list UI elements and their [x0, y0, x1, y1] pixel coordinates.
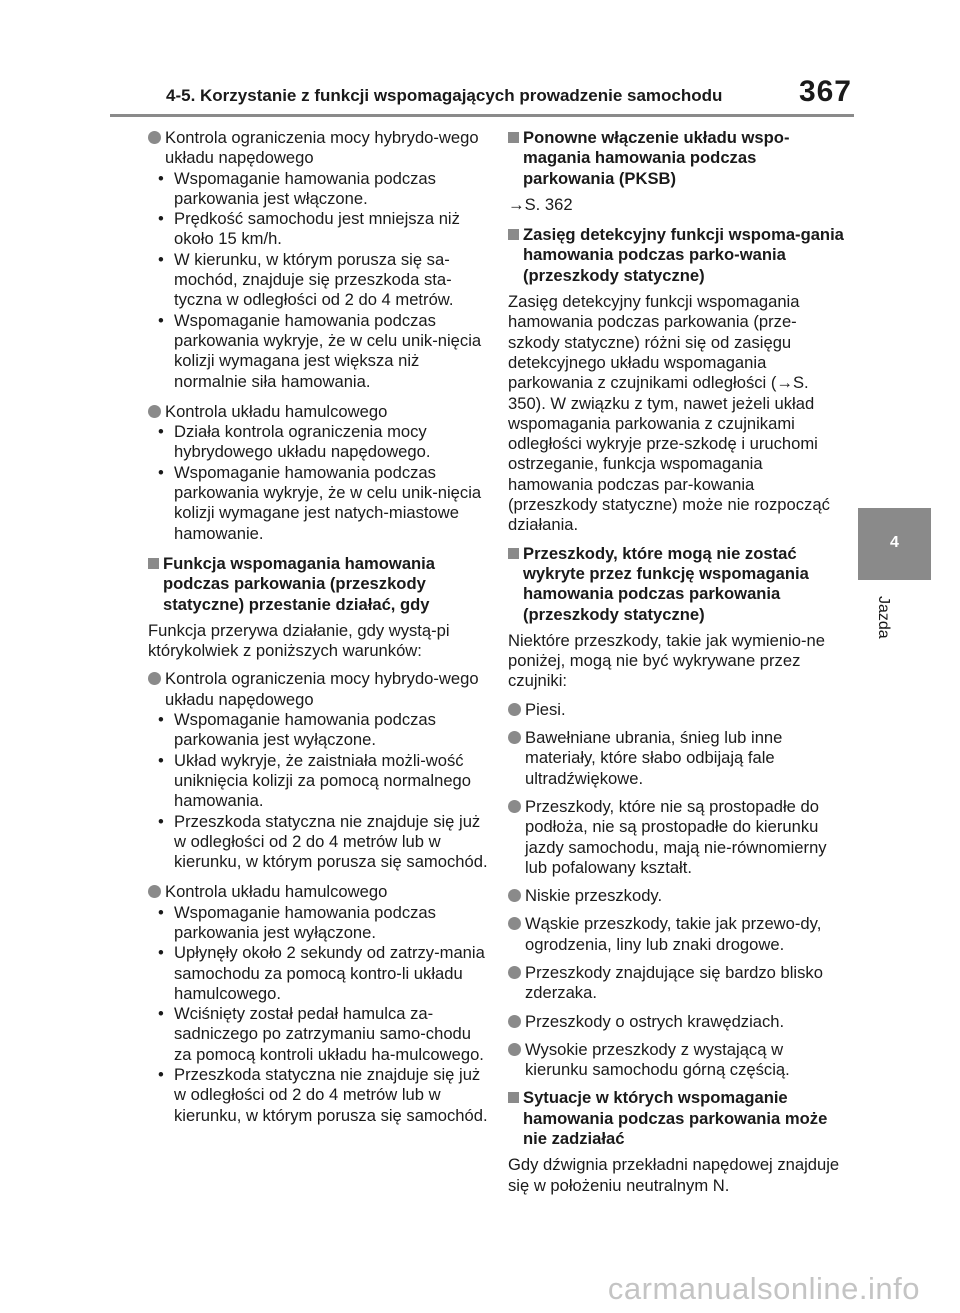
- sub-list: [148, 169, 492, 392]
- obstacle-text: Przeszkody znajdujące się bardzo blisko zderzaka.: [525, 962, 823, 1003]
- sub-list-item: • Wspomaganie hamowania podczas parkowania wykryje, że w celu unik-nięcia kolizji wymagane jest natych-miastowe hamowanie.: [148, 463, 492, 544]
- section-heading-text: Funkcja wspomagania hamowania podczas parkowania (przeszkody statyczne) przestanie działać, gdy: [163, 553, 436, 614]
- sub-list-item: • Układ wykryje, że zaistniała możli-wość uniknięcia kolizji za pomocą normalnego hamowania.: [148, 751, 492, 812]
- section-heading-text: Ponowne włączenie układu wspo-magania hamowania podczas parkowania (PKSB): [523, 128, 790, 188]
- obstacle-item: [508, 1012, 844, 1032]
- section-heading: [148, 554, 492, 615]
- square-bullet-icon: [508, 548, 519, 559]
- obstacle-item: [508, 728, 844, 789]
- circle-bullet-icon: [148, 131, 161, 144]
- circle-bullet-icon: [508, 1015, 521, 1028]
- circle-bullet-item: [148, 882, 492, 902]
- obstacle-item: [508, 914, 844, 955]
- circle-bullet-icon: [148, 672, 161, 685]
- circle-bullet-item: [148, 128, 492, 169]
- chapter-tab-number: 4: [890, 534, 899, 551]
- obstacle-item: [508, 700, 844, 720]
- obstacle-item: [508, 797, 844, 878]
- circle-bullet-icon: [508, 966, 521, 979]
- section-heading: [508, 128, 844, 189]
- obstacle-text: Niskie przeszkody.: [525, 886, 663, 906]
- header-divider: [110, 114, 854, 117]
- square-bullet-icon: [148, 558, 159, 569]
- square-bullet-icon: [508, 229, 519, 240]
- chapter-tab-label: [874, 596, 894, 656]
- circle-bullet-icon: [508, 703, 521, 716]
- page-header: [148, 75, 854, 112]
- circle-bullet-icon: [508, 889, 521, 902]
- section-body: Gdy dźwignia przekładni napędowej znajduje się w położeniu neutralnym N.: [508, 1155, 840, 1195]
- section-heading: [508, 225, 844, 286]
- circle-bullet-icon: [508, 731, 521, 744]
- obstacle-text: Przeszkody, które nie są prostopadłe do podłoża, nie są prostopadłe do kierunku jazdy samochodu, mają nie-równomierny lub pofalowany kształt.: [525, 796, 827, 877]
- sub-list: [148, 710, 492, 872]
- circle-bullet-item: [148, 669, 492, 710]
- obstacle-text: Piesi.: [525, 699, 566, 719]
- section-heading: [508, 544, 844, 625]
- sub-list-item: • Wspomaganie hamowania podczas parkowania jest włączone.: [148, 169, 492, 210]
- circle-bullet-icon: [508, 917, 521, 930]
- obstacle-text: Bawełniane ubrania, śnieg lub inne materiały, które słabo odbijają fale ultradźwiękowe.: [525, 728, 783, 788]
- bullet-block: [148, 128, 492, 392]
- chapter-title: 4-5. Korzystanie z funkcji wspomagających prowadzenie samochodu: [166, 86, 723, 105]
- chapter-tab[interactable]: [858, 508, 931, 580]
- page-reference-link[interactable]: →S. 362: [508, 194, 573, 214]
- bullet-title: Kontrola układu hamulcowego: [165, 401, 388, 421]
- bullet-title: Kontrola ograniczenia mocy hybrydo-wego układu napędowego: [165, 128, 479, 168]
- sub-list-item: • Działa kontrola ograniczenia mocy hybrydowego układu napędowego.: [148, 422, 492, 463]
- bullet-title: Kontrola układu hamulcowego: [165, 882, 388, 902]
- sub-list-item: • W kierunku, w którym porusza się sa-mochód, znajduje się przeszkoda sta-tyczna w odległości od 2 do 4 metrów.: [148, 250, 492, 311]
- bullet-block: [148, 669, 492, 872]
- sub-list-item: • Przeszkoda statyczna nie znajduje się już w odległości od 2 do 4 metrów lub w kierunku, w którym porusza się samochód.: [148, 812, 492, 873]
- square-bullet-icon: [508, 1092, 519, 1103]
- bullet-title: Kontrola ograniczenia mocy hybrydo-wego układu napędowego: [165, 669, 479, 709]
- circle-bullet-icon: [148, 885, 161, 898]
- sub-list-item: • Wspomaganie hamowania podczas parkowania jest wyłączone.: [148, 903, 492, 944]
- obstacle-text: Przeszkody o ostrych krawędziach.: [525, 1011, 785, 1031]
- sub-list: [148, 422, 492, 544]
- bullet-block: [148, 402, 492, 544]
- obstacle-item: [508, 1040, 844, 1081]
- section-heading: [508, 1088, 844, 1149]
- section-body: Niektóre przeszkody, takie jak wymienio-ne poniżej, mogą nie być wykrywane przez czujniki:: [508, 630, 825, 691]
- circle-bullet-item: [148, 402, 492, 422]
- watermark: carmanualsonline.info: [607, 1271, 920, 1306]
- sub-list-item: • Przeszkoda statyczna nie znajduje się już w odległości od 2 do 4 metrów lub w kierunku, w którym porusza się samochód.: [148, 1065, 492, 1126]
- section-body: Zasięg detekcyjny funkcji wspomagania hamowania podczas parkowania (prze-szkody statyczne) różni się od zasięgu detekcyjnego układu wspomagania parkowania z czujnikami odległości (→S. 350). W związku z tym, nawet jeżeli układ wspomagania parkowania z czujnikami odległości wykryje prze-szkodę i uruchomi ostrzeganie, funkcja wspomagania hamowania podczas par-kowania (przeszkody statyczne) może nie rozpocząć działania.: [508, 292, 830, 535]
- sub-list-item: • Wciśnięty został pedał hamulca za-sadniczego po zatrzymaniu samo-chodu za pomocą kontroli układu ha-mulcowego.: [148, 1004, 492, 1065]
- circle-bullet-icon: [508, 800, 521, 813]
- sub-list-item: • Upłynęły około 2 sekundy od zatrzy-mania samochodu za pomocą kontro-li układu hamulcowego.: [148, 943, 492, 1004]
- page-number: 367: [798, 75, 852, 108]
- sub-list-item: • Wspomaganie hamowania podczas parkowania jest wyłączone.: [148, 710, 492, 751]
- section-heading-text: Zasięg detekcyjny funkcji wspoma-gania hamowania podczas parko-wania (przeszkody statyczne): [523, 225, 844, 285]
- circle-bullet-icon: [148, 405, 161, 418]
- sub-list-item: • Prędkość samochodu jest mniejsza niż około 15 km/h.: [148, 209, 492, 250]
- section-heading-text: Sytuacje w których wspomaganie hamowania podczas parkowania może nie zadziałać: [523, 1088, 828, 1149]
- section-heading-text: Przeszkody, które mogą nie zostać wykryte przez funkcję wspomagania hamowania podczas parkowania (przeszkody statyczne): [523, 543, 809, 624]
- square-bullet-icon: [508, 132, 519, 143]
- right-column: [508, 128, 844, 1204]
- obstacle-text: Wąskie przeszkody, takie jak przewo-dy, ogrodzenia, liny lub znaki drogowe.: [525, 914, 822, 954]
- chapter-tab-label-text: Jazda: [875, 596, 892, 639]
- section-intro: Funkcja przerywa działanie, gdy wystą-pi którykolwiek z poniższych warunków:: [148, 620, 450, 661]
- sub-list: [148, 903, 492, 1126]
- bullet-block: [148, 882, 492, 1126]
- circle-bullet-icon: [508, 1043, 521, 1056]
- obstacle-text: Wysokie przeszkody z wystającą w kierunku samochodu górną częścią.: [525, 1039, 790, 1080]
- obstacle-item: [508, 886, 844, 906]
- obstacle-item: [508, 963, 844, 1004]
- sub-list-item: • Wspomaganie hamowania podczas parkowania wykryje, że w celu unik-nięcia kolizji wymagana jest większa niż normalnie siła hamowania.: [148, 311, 492, 392]
- left-column: [148, 128, 492, 1136]
